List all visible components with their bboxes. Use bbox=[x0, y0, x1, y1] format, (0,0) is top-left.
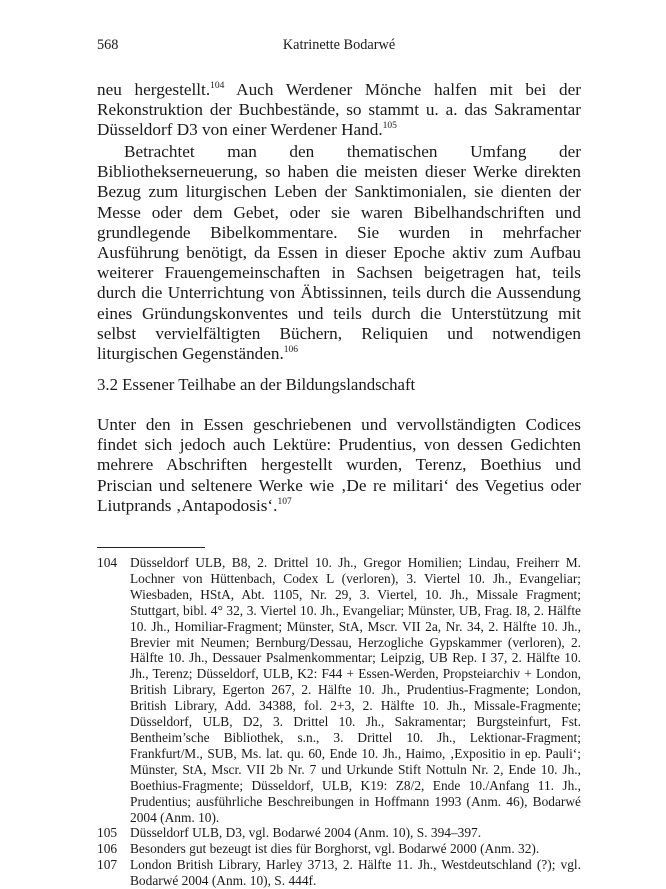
running-head bbox=[97, 37, 581, 57]
paragraph-2 bbox=[97, 142, 581, 364]
footnote-ref-104[interactable]: 104 bbox=[210, 81, 225, 91]
footnote-107 bbox=[97, 857, 581, 889]
footnote-106 bbox=[97, 841, 581, 857]
paragraph-1 bbox=[97, 80, 581, 141]
footnote-text: London British Library, Harley 3713, 2. Hälfte 11. Jh., Westdeutschland (?); vgl. Bodarwé 2004 (Anm. 10), S. 444f. bbox=[130, 857, 581, 889]
footnote-105 bbox=[97, 825, 581, 841]
paragraph-text: Auch Werdener Mönche halfen mit bei der Rekonstruktion der Buchbestände, so stammt u. a. das Sakramentar Düsseldorf D3 von einer Werdener Hand. bbox=[97, 80, 582, 140]
paragraph-3 bbox=[97, 415, 581, 516]
paragraph-text: Betrachtet man den thematischen Umfang der Bibliothekserneuerung, so haben die meisten dieser Werke direkten Bezug zum liturgischen Leben der Sanktimonialen, sie dienten der Messe oder dem Gebet, oder sie waren Bibelhandschriften und grundlegende Bibelkommentare. Sie wurden in mehrfacher Ausführung benötigt, da Essen in dieser Epoche aktiv zum Aufbau weiterer Frauengemeinschaften in Sachsen beigetragen hat, teils durch die Unterrichtung von Äbtissinnen, teils durch die Aussendung eines Gründungskonventes und teils durch die Unterstützung mit selbst vervielfältigten Büchern, Reliquien und notwendigen liturgischen Gegenständen. bbox=[97, 142, 581, 364]
footnote-ref-106[interactable]: 106 bbox=[283, 345, 299, 356]
page-number: 568 bbox=[97, 37, 119, 53]
paragraph-text: neu hergestellt. bbox=[97, 80, 211, 99]
paragraph-text: Unter den in Essen geschriebenen und vervollständigten Codices findet sich jedoch auch Lektüre: Prudentius, von dessen Gedichten mehrere Abschriften hergestellt wurden, Terenz, Boethius und Priscian und seltenere Werke wie ‚De re militari‘ des Vegetius oder Liutprands ‚Antapodosis‘. bbox=[97, 415, 581, 515]
section-heading: 3.2 Essener Teilhabe an der Bildungslandschaft bbox=[97, 375, 416, 394]
running-title: Katrinette Bodarwé bbox=[282, 37, 396, 53]
footnote-104 bbox=[97, 555, 581, 825]
footnote-divider bbox=[97, 547, 205, 548]
footnote-text: Düsseldorf ULB, D3, vgl. Bodarwé 2004 (Anm. 10), S. 394–397. bbox=[130, 825, 482, 841]
footnote-text: Düsseldorf ULB, B8, 2. Drittel 10. Jh., Gregor Homilien; Lindau, Freiherr M. Lochner von Hüttenbach, Codex L (verloren), 3. Viertel 10. Jh., Evangeliar; Wiesbaden, HStA, Abt. 1105, Nr. 29, 3. Viertel, 10. Jh., Missale Fragment; Stuttgart, bibl. 4° 32, 3. Viertel 10. Jh., Evangeliar; Münster, UB, Frag. I8, 2. Hälfte 10. Jh., Homiliar-Fragment; Münster, StA, Mscr. VII 2a, Nr. 34, 2. Hälfte 10. Jh., Brevier mit Neumen; Bernburg/Dessau, Herzogliche Gypskammer (verloren), 2. Hälfte 10. Jh., Dessauer Psalmenkommentar; Leipzig, UB Rep. I 37, 2. Hälfte 10. Jh., Terenz; Düsseldorf, ULB, K2: F44 + Essen-Werden, Propsteiarchiv + London, British Library, Egerton 267, 2. Hälfte 10. Jh., Prudentius-Fragmente; London, British Library, Add. 34388, fol. 2+3, 2. Hälfte 10. Jh., Missale-Fragmente; Düsseldorf, ULB, D2, 3. Drittel 10. Jh., Sakramentar; Burgsteinfurt, Fst. Bentheim’sche Bibliothek, s.n., 3. Drittel 10. Jh., Lektionar-Fragment; Frankfurt/M., SUB, Ms. lat. qu. 60, Ende 10. Jh., Haimo, ‚Expositio in ep. Pauli‘; Münster, StA, Mscr. VII 2b Nr. 7 und Urkunde Stift Nottuln Nr. 2, Ende 10. Jh., Boethius-Fragmente; Düsseldorf, ULB, K19: Z8/2, Ende 10./Anfang 11. Jh., Prudentius; ausführliche Beschreibungen in Hoffmann 1993 (Anm. 46), Bodarwé 2004 (Anm. 10). bbox=[130, 555, 581, 825]
footnote-number: 105 bbox=[97, 825, 118, 841]
footnote-ref-107[interactable]: 107 bbox=[277, 496, 292, 507]
footnote-number: 107 bbox=[97, 857, 118, 873]
footnote-text: Besonders gut bezeugt ist dies für Borghorst, vgl. Bodarwé 2000 (Anm. 32). bbox=[130, 841, 540, 857]
footnote-number: 104 bbox=[97, 555, 118, 570]
footnote-ref-105[interactable]: 105 bbox=[382, 121, 397, 132]
footnote-number: 106 bbox=[97, 841, 118, 857]
footnotes bbox=[97, 555, 581, 889]
